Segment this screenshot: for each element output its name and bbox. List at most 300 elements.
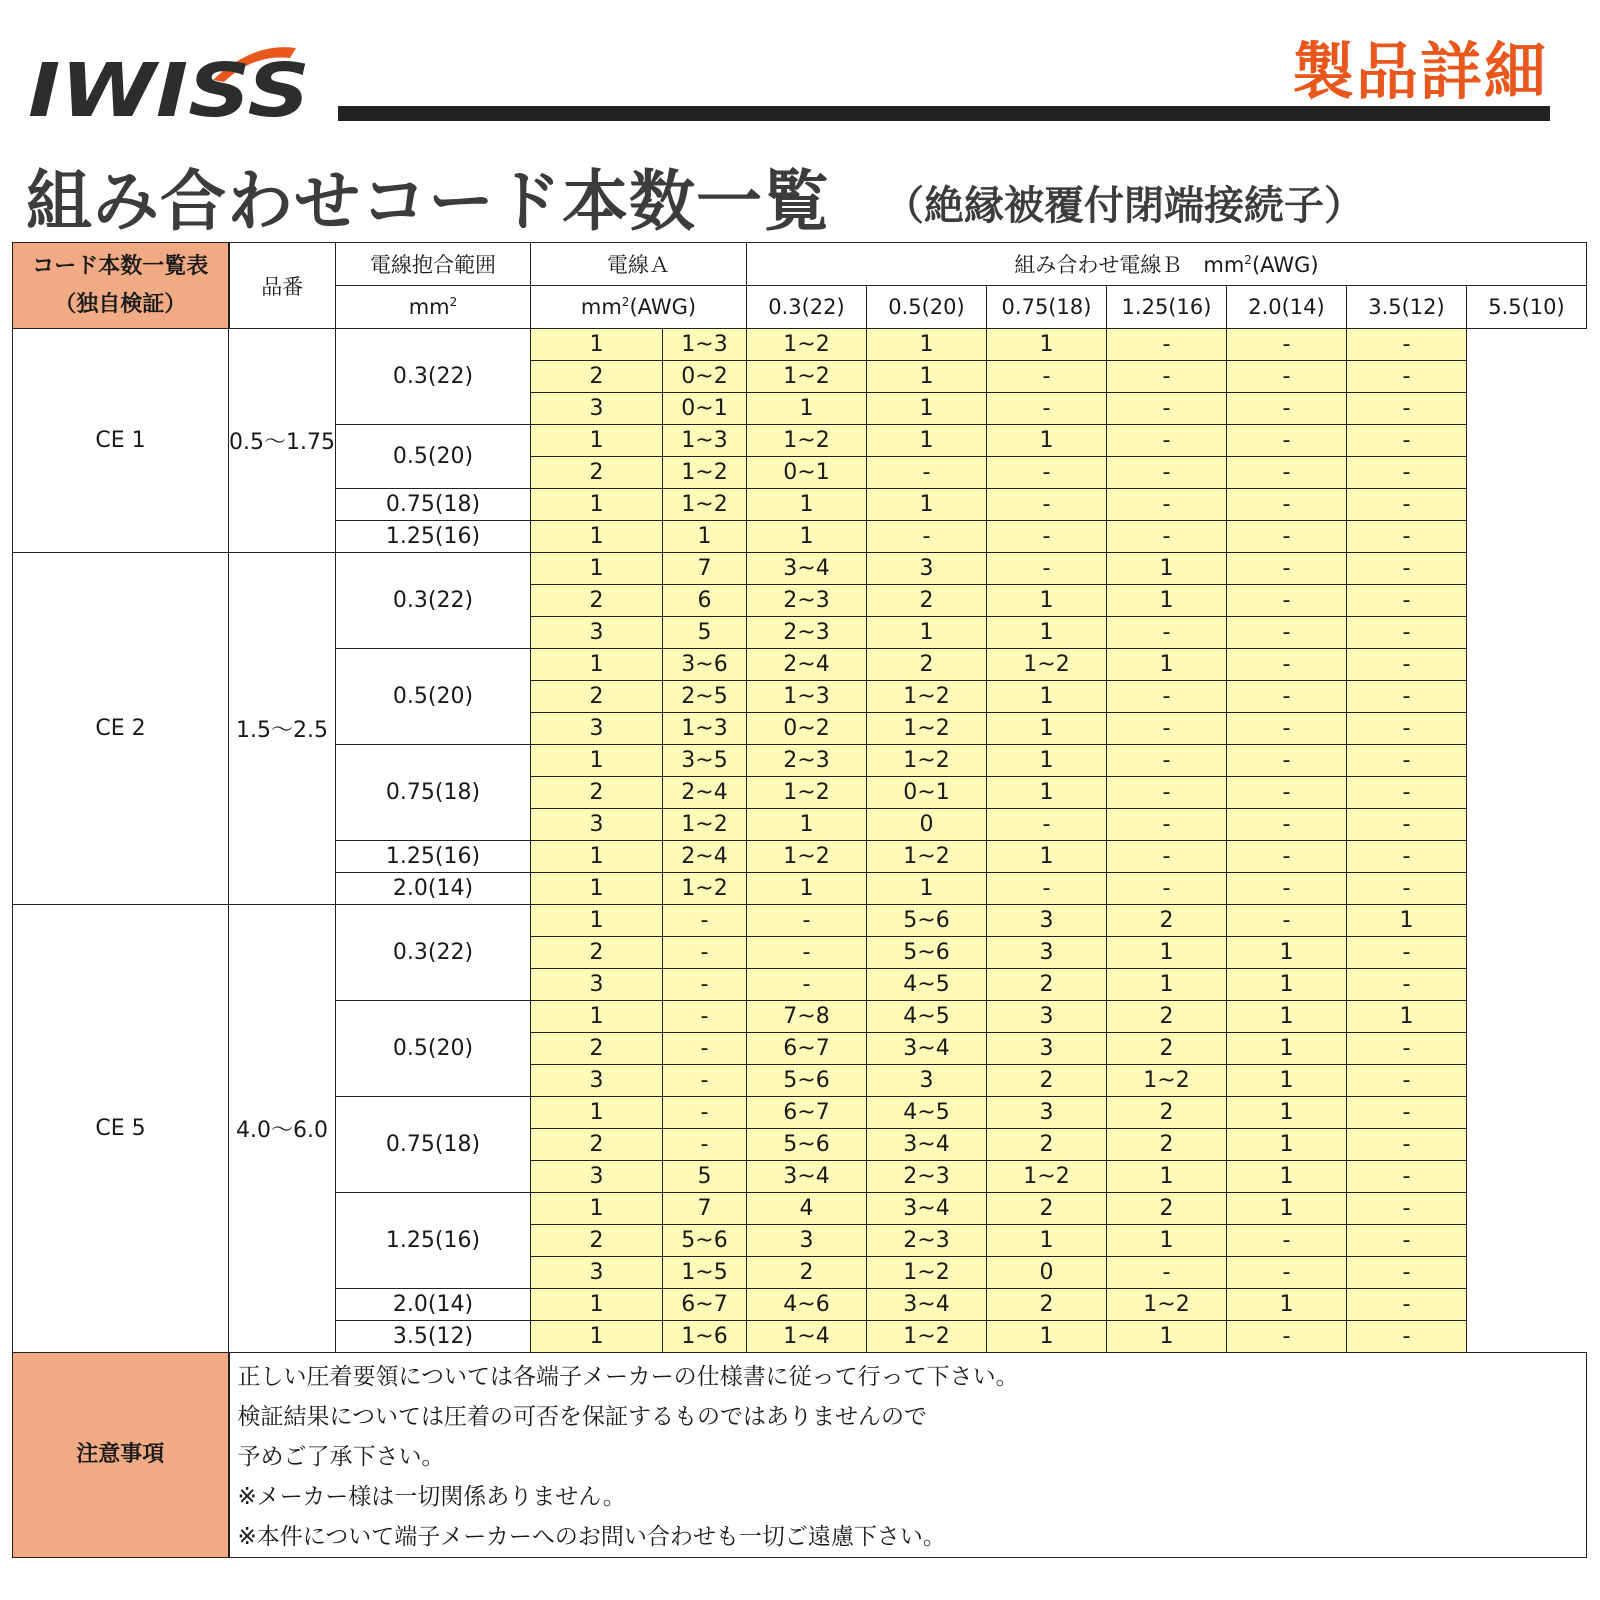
- wire-b-count-cell: 0~1: [746, 457, 866, 489]
- wire-a-count-cell: 1: [530, 1097, 662, 1129]
- wire-b-count-cell: -: [1346, 1321, 1466, 1353]
- wire-b-count-cell: 3~4: [866, 1033, 986, 1065]
- wire-b-count-cell: 1: [1226, 1193, 1346, 1225]
- wire-a-count-cell: 3: [530, 1065, 662, 1097]
- wire-a-count-cell: 3: [530, 969, 662, 1001]
- wire-a-count-cell: 1: [530, 1001, 662, 1033]
- wire-b-count-cell: -: [1346, 809, 1466, 841]
- header-wire-b-label: 組み合わせ電線Ｂ mm: [1014, 253, 1245, 277]
- wire-a-count-cell: 1: [530, 1289, 662, 1321]
- wire-b-count-cell: 1: [1106, 937, 1226, 969]
- wire-b-count-cell: 2: [1106, 1033, 1226, 1065]
- header-b-col: 2.0(14): [1226, 286, 1346, 329]
- wire-b-count-cell: -: [1226, 841, 1346, 873]
- wire-a-count-cell: 1: [530, 521, 662, 553]
- wire-b-count-cell: -: [1226, 329, 1346, 361]
- wire-b-count-cell: -: [1346, 585, 1466, 617]
- wire-b-count-cell: 1~2: [662, 489, 746, 521]
- wire-b-count-cell: 3: [866, 1065, 986, 1097]
- wire-b-count-cell: -: [1226, 873, 1346, 905]
- wire-b-count-cell: -: [1226, 489, 1346, 521]
- wire-b-count-cell: 2~4: [662, 777, 746, 809]
- wire-b-count-cell: 1~4: [746, 1321, 866, 1353]
- wire-b-count-cell: 0~1: [866, 777, 986, 809]
- wire-b-count-cell: 1~2: [662, 809, 746, 841]
- note-line: 検証結果については圧着の可否を保証するものではありませんので: [237, 1404, 928, 1430]
- wire-b-count-cell: -: [1346, 841, 1466, 873]
- wire-b-count-cell: 3~4: [746, 1161, 866, 1193]
- wire-b-count-cell: 2~3: [866, 1161, 986, 1193]
- wire-b-count-cell: 3: [986, 937, 1106, 969]
- wire-b-count-cell: -: [662, 1129, 746, 1161]
- wire-b-count-cell: 1: [1226, 1097, 1346, 1129]
- wire-a-cell: 0.3(22): [335, 905, 530, 1001]
- wire-b-count-cell: -: [1106, 521, 1226, 553]
- wire-b-count-cell: 2: [1106, 905, 1226, 937]
- wire-b-count-cell: 1~2: [1106, 1065, 1226, 1097]
- wire-b-count-cell: 2~3: [866, 1225, 986, 1257]
- wire-b-count-cell: 1~3: [662, 425, 746, 457]
- wire-b-count-cell: 4~5: [866, 969, 986, 1001]
- wire-a-cell: 3.5(12): [335, 1321, 530, 1353]
- wire-b-count-cell: -: [1226, 905, 1346, 937]
- wire-a-cell: 0.5(20): [335, 649, 530, 745]
- wire-b-count-cell: 0~2: [746, 713, 866, 745]
- side-label-line-2: （独自検証）: [54, 291, 187, 317]
- wire-b-count-cell: 0~2: [662, 361, 746, 393]
- wire-b-count-cell: 1: [986, 713, 1106, 745]
- side-label-notes: 注意事項: [13, 1353, 229, 1558]
- wire-b-count-cell: 2: [866, 649, 986, 681]
- wire-b-count-cell: 1~2: [746, 329, 866, 361]
- wire-b-count-cell: 1: [1226, 1001, 1346, 1033]
- wire-b-count-cell: -: [1346, 1065, 1466, 1097]
- wire-b-count-cell: 1: [1226, 1161, 1346, 1193]
- wire-b-count-cell: 1: [662, 521, 746, 553]
- header-b-col: 1.25(16): [1106, 286, 1226, 329]
- header-b-col: 5.5(10): [1466, 286, 1586, 329]
- wire-b-count-cell: 2: [986, 1289, 1106, 1321]
- wire-b-count-cell: -: [1346, 361, 1466, 393]
- range-cell: 4.0〜6.0: [229, 905, 336, 1353]
- wire-b-count-cell: -: [1346, 425, 1466, 457]
- wire-b-count-cell: 1~3: [746, 681, 866, 713]
- wire-b-count-cell: 1: [866, 425, 986, 457]
- wire-b-count-cell: 1~3: [662, 329, 746, 361]
- wire-b-count-cell: 1~2: [746, 777, 866, 809]
- wire-b-count-cell: 2~5: [662, 681, 746, 713]
- wire-a-cell: 0.75(18): [335, 489, 530, 521]
- wire-b-count-cell: 1~2: [866, 713, 986, 745]
- wire-b-count-cell: 1~2: [746, 841, 866, 873]
- wire-b-count-cell: -: [1106, 777, 1226, 809]
- note-line: ※メーカー様は一切関係ありません。: [237, 1484, 626, 1510]
- wire-b-count-cell: -: [986, 489, 1106, 521]
- wire-b-count-cell: -: [1106, 713, 1226, 745]
- wire-b-count-cell: -: [1346, 329, 1466, 361]
- wire-b-count-cell: 1~2: [866, 745, 986, 777]
- wire-b-count-cell: -: [1106, 617, 1226, 649]
- wire-b-count-cell: 2: [746, 1257, 866, 1289]
- wire-b-count-cell: -: [986, 393, 1106, 425]
- wire-b-count-cell: 2: [986, 1193, 1106, 1225]
- wire-b-count-cell: 2: [1106, 1193, 1226, 1225]
- wire-b-count-cell: 2: [1106, 1097, 1226, 1129]
- wire-b-count-cell: -: [662, 937, 746, 969]
- wire-b-count-cell: 1~2: [746, 361, 866, 393]
- wire-b-count-cell: -: [662, 969, 746, 1001]
- wire-b-count-cell: 1: [1106, 649, 1226, 681]
- wire-b-count-cell: -: [1346, 553, 1466, 585]
- wire-b-count-cell: 5~6: [746, 1065, 866, 1097]
- wire-b-count-cell: 1: [1346, 1001, 1466, 1033]
- wire-b-count-cell: 1: [1226, 1129, 1346, 1161]
- wire-b-count-cell: 5: [662, 617, 746, 649]
- wire-b-count-cell: -: [1106, 745, 1226, 777]
- wire-b-count-cell: -: [662, 1065, 746, 1097]
- wire-a-cell: 0.75(18): [335, 745, 530, 841]
- wire-b-count-cell: 3: [746, 1225, 866, 1257]
- wire-b-count-cell: -: [1106, 489, 1226, 521]
- wire-b-count-cell: -: [746, 905, 866, 937]
- wire-b-count-cell: 6~7: [662, 1289, 746, 1321]
- wire-b-count-cell: -: [1106, 873, 1226, 905]
- wire-b-count-cell: -: [1346, 649, 1466, 681]
- wire-a-cell: 1.25(16): [335, 841, 530, 873]
- wire-b-count-cell: -: [662, 1001, 746, 1033]
- wire-b-count-cell: -: [1226, 457, 1346, 489]
- header-part-no: 品番: [229, 243, 336, 329]
- wire-b-count-cell: -: [1106, 361, 1226, 393]
- wire-b-count-cell: -: [1346, 1289, 1466, 1321]
- wire-b-count-cell: 4~5: [866, 1097, 986, 1129]
- wire-b-count-cell: -: [1346, 1257, 1466, 1289]
- wire-b-count-cell: 1: [866, 393, 986, 425]
- wire-b-count-cell: 1~2: [866, 1257, 986, 1289]
- wire-b-count-cell: 1~2: [986, 649, 1106, 681]
- wire-b-count-cell: 1~2: [866, 681, 986, 713]
- range-cell: 0.5〜1.75: [229, 329, 336, 553]
- wire-b-count-cell: 1: [866, 617, 986, 649]
- part-number-cell: CE 1: [13, 329, 229, 553]
- wire-b-count-cell: 1~2: [866, 1321, 986, 1353]
- part-number-cell: CE 5: [13, 905, 229, 1353]
- wire-b-count-cell: -: [1106, 809, 1226, 841]
- note-line: 予めご了承下さい。: [237, 1444, 445, 1470]
- wire-a-cell: 0.5(20): [335, 1001, 530, 1097]
- wire-b-count-cell: 3: [986, 1033, 1106, 1065]
- wire-b-count-cell: -: [1106, 329, 1226, 361]
- wire-b-count-cell: 3: [986, 1001, 1106, 1033]
- logo-mark: [28, 40, 318, 125]
- iwiss-logo: [28, 40, 318, 125]
- wire-b-count-cell: 1: [986, 745, 1106, 777]
- wire-b-count-cell: 6~7: [746, 1097, 866, 1129]
- wire-a-count-cell: 1: [530, 1193, 662, 1225]
- wire-b-count-cell: 1: [746, 489, 866, 521]
- wire-b-count-cell: -: [1226, 425, 1346, 457]
- wire-b-count-cell: 1: [746, 393, 866, 425]
- wire-b-count-cell: -: [1226, 1321, 1346, 1353]
- wire-b-count-cell: -: [1106, 393, 1226, 425]
- corner-label: 製品詳細: [1291, 35, 1548, 108]
- wire-b-count-cell: -: [1226, 393, 1346, 425]
- wire-b-count-cell: 7: [662, 1193, 746, 1225]
- wire-b-count-cell: 1: [986, 617, 1106, 649]
- wire-b-count-cell: 6~7: [746, 1033, 866, 1065]
- combination-table: [12, 242, 1587, 1558]
- wire-b-count-cell: -: [1346, 1033, 1466, 1065]
- wire-b-count-cell: 1~2: [866, 841, 986, 873]
- wire-b-count-cell: 2: [1106, 1001, 1226, 1033]
- side-label-line-1: コード本数一覧表: [32, 253, 209, 279]
- wire-a-count-cell: 1: [530, 841, 662, 873]
- wire-b-count-cell: -: [986, 361, 1106, 393]
- wire-b-count-cell: -: [1346, 1161, 1466, 1193]
- wire-a-count-cell: 3: [530, 713, 662, 745]
- wire-b-count-cell: 1: [1106, 1161, 1226, 1193]
- wire-b-count-cell: -: [986, 457, 1106, 489]
- wire-b-count-cell: 2: [866, 585, 986, 617]
- table-row: [13, 329, 1587, 361]
- wire-b-count-cell: 5~6: [662, 1225, 746, 1257]
- wire-b-count-cell: 3~4: [866, 1289, 986, 1321]
- wire-b-count-cell: 1: [1346, 905, 1466, 937]
- wire-b-count-cell: 2: [986, 1065, 1106, 1097]
- wire-a-cell: 1.25(16): [335, 1193, 530, 1289]
- wire-b-count-cell: 1: [1106, 969, 1226, 1001]
- range-cell: 1.5〜2.5: [229, 553, 336, 905]
- wire-b-count-cell: -: [1346, 521, 1466, 553]
- wire-b-count-cell: -: [1226, 1225, 1346, 1257]
- wire-b-count-cell: 3~4: [866, 1129, 986, 1161]
- wire-b-count-cell: -: [662, 1097, 746, 1129]
- wire-b-count-cell: 2: [986, 1129, 1106, 1161]
- wire-b-count-cell: 1: [1226, 937, 1346, 969]
- wire-b-count-cell: 1: [866, 873, 986, 905]
- wire-b-count-cell: -: [986, 553, 1106, 585]
- header-wire-b-sup: 2: [1244, 253, 1252, 267]
- wire-b-count-cell: 5~6: [866, 905, 986, 937]
- wire-b-count-cell: -: [1346, 937, 1466, 969]
- wire-b-count-cell: 3~6: [662, 649, 746, 681]
- wire-a-cell: 2.0(14): [335, 1289, 530, 1321]
- wire-b-count-cell: -: [1346, 489, 1466, 521]
- wire-b-count-cell: 1~2: [986, 1161, 1106, 1193]
- wire-b-count-cell: -: [1226, 809, 1346, 841]
- wire-b-count-cell: 1: [1106, 1225, 1226, 1257]
- header-b-col: 0.75(18): [986, 286, 1106, 329]
- wire-b-count-cell: -: [1346, 1129, 1466, 1161]
- wire-b-count-cell: 4~5: [866, 1001, 986, 1033]
- wire-b-count-cell: -: [1346, 617, 1466, 649]
- wire-a-cell: 2.0(14): [335, 873, 530, 905]
- header-b-col: 3.5(12): [1346, 286, 1466, 329]
- wire-b-count-cell: 1: [1226, 1033, 1346, 1065]
- wire-a-count-cell: 1: [530, 329, 662, 361]
- page-title: 組み合わせコード本数一覧: [26, 163, 830, 240]
- wire-b-count-cell: -: [746, 969, 866, 1001]
- wire-b-count-cell: 1: [866, 361, 986, 393]
- notes-block: [229, 1353, 1587, 1558]
- wire-b-count-cell: 1~2: [662, 873, 746, 905]
- wire-b-count-cell: 7~8: [746, 1001, 866, 1033]
- wire-b-count-cell: 1~2: [662, 457, 746, 489]
- wire-b-count-cell: 1: [986, 777, 1106, 809]
- wire-b-count-cell: 1: [986, 425, 1106, 457]
- wire-b-count-cell: 6: [662, 585, 746, 617]
- header-range-unit: [335, 286, 530, 329]
- wire-b-count-cell: -: [1346, 457, 1466, 489]
- wire-b-count-cell: -: [1346, 681, 1466, 713]
- wire-b-count-cell: 1~6: [662, 1321, 746, 1353]
- part-number-cell: CE 2: [13, 553, 229, 905]
- wire-b-count-cell: 5~6: [866, 937, 986, 969]
- wire-b-count-cell: 1: [1106, 585, 1226, 617]
- wire-b-count-cell: 1: [866, 329, 986, 361]
- wire-b-count-cell: -: [986, 521, 1106, 553]
- wire-b-count-cell: 1: [746, 873, 866, 905]
- wire-a-count-cell: 2: [530, 1225, 662, 1257]
- wire-b-count-cell: 4~6: [746, 1289, 866, 1321]
- wire-a-count-cell: 1: [530, 425, 662, 457]
- wire-b-count-cell: -: [1106, 1257, 1226, 1289]
- wire-b-count-cell: -: [662, 905, 746, 937]
- table-row: [13, 905, 1587, 937]
- header-wire-a: 電線Ａ: [530, 243, 746, 286]
- header-wire-a-unit: [530, 286, 746, 329]
- wire-b-count-cell: 5: [662, 1161, 746, 1193]
- wire-b-count-cell: 1: [986, 329, 1106, 361]
- wire-a-count-cell: 3: [530, 1257, 662, 1289]
- wire-b-count-cell: -: [1106, 681, 1226, 713]
- wire-b-count-cell: 2~4: [746, 649, 866, 681]
- wire-b-count-cell: -: [1106, 457, 1226, 489]
- wire-b-count-cell: -: [1346, 745, 1466, 777]
- wire-b-count-cell: 3: [866, 553, 986, 585]
- wire-b-count-cell: 1: [1226, 1065, 1346, 1097]
- wire-b-count-cell: -: [1346, 969, 1466, 1001]
- wire-b-count-cell: -: [866, 457, 986, 489]
- wire-b-count-cell: 1: [1106, 553, 1226, 585]
- wire-b-count-cell: 1: [746, 809, 866, 841]
- wire-a-count-cell: 2: [530, 585, 662, 617]
- wire-a-cell: 0.3(22): [335, 553, 530, 649]
- table-row: [13, 553, 1587, 585]
- wire-b-count-cell: 0~1: [662, 393, 746, 425]
- wire-b-count-cell: 1~5: [662, 1257, 746, 1289]
- wire-a-cell: 0.75(18): [335, 1097, 530, 1193]
- range-unit-sup: 2: [449, 295, 458, 309]
- wire-b-count-cell: -: [746, 937, 866, 969]
- wire-a-count-cell: 2: [530, 777, 662, 809]
- wire-b-count-cell: 1~3: [662, 713, 746, 745]
- wire-a-count-cell: 1: [530, 649, 662, 681]
- wire-b-count-cell: -: [662, 1033, 746, 1065]
- wire-a-count-cell: 2: [530, 937, 662, 969]
- wire-b-count-cell: 2~4: [662, 841, 746, 873]
- wire-b-count-cell: 1~2: [1106, 1289, 1226, 1321]
- wire-b-count-cell: 3~4: [866, 1193, 986, 1225]
- wire-b-count-cell: -: [1226, 649, 1346, 681]
- note-line: 正しい圧着要領については各端子メーカーの仕様書に従って行って下さい。: [237, 1364, 1019, 1390]
- wire-b-count-cell: -: [1346, 1097, 1466, 1129]
- header-range: 電線抱合範囲: [335, 243, 530, 286]
- header-wire-b: [746, 243, 1586, 286]
- wire-b-count-cell: -: [1346, 777, 1466, 809]
- wire-b-count-cell: -: [986, 809, 1106, 841]
- wire-b-count-cell: 2~3: [746, 745, 866, 777]
- note-line: ※本件について端子メーカーへのお問い合わせも一切ご遠慮下さい。: [237, 1524, 946, 1550]
- wire-a-count-cell: 3: [530, 809, 662, 841]
- wire-b-count-cell: -: [1226, 681, 1346, 713]
- wire-b-count-cell: -: [1226, 1257, 1346, 1289]
- wire-b-count-cell: -: [1226, 745, 1346, 777]
- wire-b-count-cell: -: [1346, 393, 1466, 425]
- wire-b-count-cell: -: [1226, 585, 1346, 617]
- wire-a-count-cell: 2: [530, 361, 662, 393]
- header-b-col: 0.5(20): [866, 286, 986, 329]
- wire-a-count-cell: 1: [530, 1321, 662, 1353]
- wire-b-count-cell: 3~4: [746, 553, 866, 585]
- wire-a-cell: 1.25(16): [335, 521, 530, 553]
- wire-b-count-cell: -: [1346, 873, 1466, 905]
- wire-a-count-cell: 1: [530, 745, 662, 777]
- wire-a-unit-sup: 2: [621, 295, 630, 309]
- wire-b-count-cell: 3: [986, 1097, 1106, 1129]
- header-b-col: 0.3(22): [746, 286, 866, 329]
- wire-a-unit-rest: (AWG): [629, 295, 697, 319]
- wire-a-count-cell: 1: [530, 553, 662, 585]
- wire-b-count-cell: 2: [1106, 1129, 1226, 1161]
- wire-b-count-cell: 1: [986, 681, 1106, 713]
- wire-a-count-cell: 3: [530, 617, 662, 649]
- wire-b-count-cell: 1: [1226, 1289, 1346, 1321]
- wire-a-count-cell: 1: [530, 489, 662, 521]
- wire-b-count-cell: -: [1346, 1193, 1466, 1225]
- wire-b-count-cell: 7: [662, 553, 746, 585]
- wire-a-count-cell: 3: [530, 393, 662, 425]
- wire-b-count-cell: 1: [746, 521, 866, 553]
- wire-b-count-cell: -: [1346, 1225, 1466, 1257]
- wire-b-count-cell: -: [1226, 553, 1346, 585]
- wire-b-count-cell: 2: [986, 969, 1106, 1001]
- wire-b-count-cell: 1: [986, 841, 1106, 873]
- wire-b-count-cell: 1: [986, 1225, 1106, 1257]
- wire-b-count-cell: -: [986, 873, 1106, 905]
- wire-b-count-cell: 1~2: [746, 425, 866, 457]
- wire-b-count-cell: -: [1226, 777, 1346, 809]
- wire-a-count-cell: 2: [530, 681, 662, 713]
- wire-b-count-cell: -: [1106, 425, 1226, 457]
- wire-b-count-cell: 5~6: [746, 1129, 866, 1161]
- wire-b-count-cell: 4: [746, 1193, 866, 1225]
- page-subtitle: （絶縁被覆付閉端接続子）: [884, 183, 1364, 229]
- wire-b-count-cell: 1: [986, 585, 1106, 617]
- wire-b-count-cell: 1: [866, 489, 986, 521]
- wire-a-count-cell: 1: [530, 905, 662, 937]
- wire-a-count-cell: 2: [530, 1033, 662, 1065]
- wire-a-count-cell: 1: [530, 873, 662, 905]
- wire-b-count-cell: 2~3: [746, 585, 866, 617]
- wire-b-count-cell: -: [1226, 617, 1346, 649]
- header-wire-b-rest: (AWG): [1251, 253, 1319, 277]
- wire-b-count-cell: 0: [986, 1257, 1106, 1289]
- wire-b-count-cell: 1: [1226, 969, 1346, 1001]
- wire-a-cell: 0.5(20): [335, 425, 530, 489]
- wire-b-count-cell: 1: [986, 1321, 1106, 1353]
- wire-b-count-cell: 0: [866, 809, 986, 841]
